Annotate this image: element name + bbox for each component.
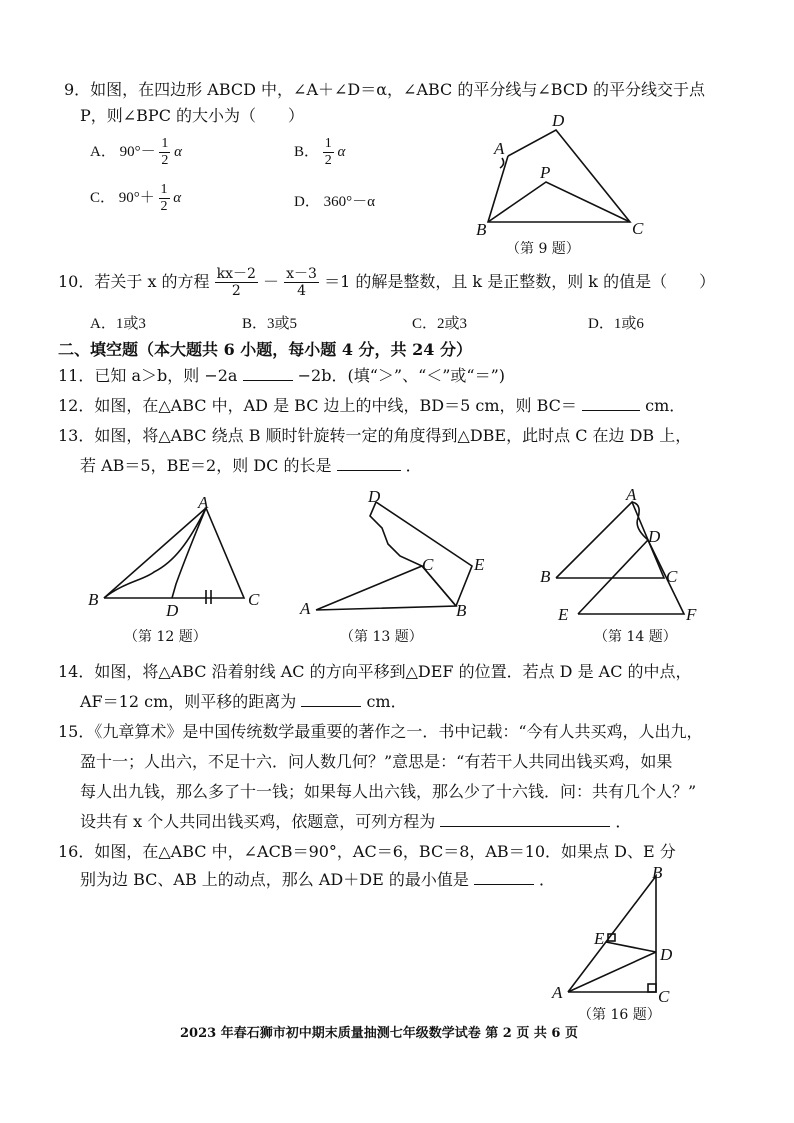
q9-label-c: C (632, 219, 644, 238)
fig12 (84, 492, 274, 622)
q15-blank (440, 812, 610, 827)
q16-line1: 16．如图，在△ABC 中，∠ACB＝90°，AC＝6，BC＝8，AB＝10．如果点 D、E 分 (58, 842, 676, 861)
q15-line4: 设共有 x 个人共同出钱买鸡，依题意，可列方程为 ． (80, 812, 632, 831)
q9-option-b: B． $\frac{1}{2}$ α (294, 136, 346, 168)
q10-option-b: B．3或5 (242, 316, 298, 332)
q9-line1: 9．如图，在四边形 ABCD 中，∠A＋∠D＝α，∠ABC 的平分线与∠BCD 的平分线交于点 (64, 80, 705, 99)
q9-caption: （第 9 题） (506, 241, 580, 257)
fig16-label-e: E (594, 929, 605, 948)
q9-label-a: A (494, 139, 505, 158)
q14-line2: AF＝12 cm，则平移的距离为 cm． (80, 692, 407, 711)
q16-line2: 别为边 BC、AB 上的动点，那么 AD＋DE 的最小值是 ． (80, 870, 556, 889)
fig14-label-f: F (686, 605, 697, 624)
fig12-label-c: C (248, 590, 260, 609)
q9-bisectors (488, 182, 630, 222)
fig13-triangle-abc (316, 566, 456, 610)
q14-blank (301, 692, 361, 707)
fig16-label-b: B (652, 864, 663, 882)
fig12-label-a: A (198, 493, 209, 512)
fig13-label-b: B (456, 601, 467, 620)
q9-option-c: C． 90°＋ $\frac{1}{2}$ α (90, 182, 182, 214)
fig16-label-d: D (660, 945, 673, 964)
fig13-triangle-dbe (376, 502, 472, 606)
fig13-label-e: E (474, 555, 485, 574)
q15-line1: 15．《九章算术》是中国传统数学最重要的著作之一．书中记载：“今有人共买鸡，人出九， (58, 722, 703, 741)
q9-label-d: D (552, 111, 565, 130)
fig13-edge-db (370, 502, 456, 606)
fig16 (544, 864, 684, 1004)
fig14-label-a: A (626, 485, 637, 504)
q10-option-a: A．1或3 (90, 316, 146, 332)
page-footer: 2023 年春石狮市初中期末质量抽测七年级数学试卷 第 2 页 共 6 页 (180, 1026, 578, 1041)
fig14-label-e: E (558, 605, 569, 624)
q9-option-a: A． 90°－ $\frac{1}{2}$ α (90, 136, 182, 168)
fig16-right-angle-c (648, 984, 656, 992)
q9-label-b: B (476, 220, 487, 239)
fig16-label-c: C (658, 987, 670, 1004)
fig12-triangle (104, 508, 244, 598)
q12-blank (582, 396, 640, 411)
fig14 (534, 484, 714, 624)
fig13-label-d: D (368, 487, 381, 506)
q9-line2: P，则∠BPC 的大小为（ ） (80, 106, 305, 125)
fig16-segment-de (606, 942, 656, 952)
q13-blank (337, 456, 401, 471)
q12: 12．如图，在△ABC 中，AD 是 BC 边上的中线，BD＝5 cm，则 BC＝ cm． (58, 396, 686, 415)
fig12-label-d: D (166, 601, 179, 620)
fig12-caption: （第 12 题） (124, 629, 207, 645)
q14-line1: 14．如图，将△ABC 沿着射线 AC 的方向平移到△DEF 的位置．若点 D 是 AC 的中点， (58, 662, 692, 681)
fig16-segment-ad (568, 952, 656, 992)
q16-blank (474, 870, 534, 885)
fig12-label-b: B (88, 590, 99, 609)
fig14-label-c: C (666, 567, 678, 586)
fig13-caption: （第 13 题） (340, 629, 423, 645)
fig16-caption: （第 16 题） (578, 1007, 661, 1023)
q10-stem: 10．若关于 x 的方程 $\frac{kx-2}{2}$ － $\frac{x-3}{4}$ ＝1 的解是整数，且 k 是正整数，则 k 的值是（ ） (58, 266, 716, 299)
q15-line2: 盈十一；人出六，不足十六．问人数几何？”意思是：“有若干人共同出钱买鸡，如果 (80, 752, 673, 771)
fig14-label-d: D (648, 527, 661, 546)
q11: 11．已知 a＞b，则 −2a −2b．(填“＞”、“＜”或“＝”) (58, 366, 506, 385)
fig13-label-c: C (422, 555, 434, 574)
q9-label-p: P (540, 163, 551, 182)
fig14-caption: （第 14 题） (594, 629, 677, 645)
q13-line1: 13．如图，将△ABC 绕点 B 顺时针旋转一定的角度得到△DBE，此时点 C 在边 DB 上， (58, 426, 692, 445)
fig13-label-a: A (300, 599, 311, 618)
fig16-label-a: A (552, 983, 563, 1002)
fig14-label-b: B (540, 567, 551, 586)
fig13 (296, 484, 496, 624)
q13-line2: 若 AB＝5，BE＝2，则 DC 的长是 ． (80, 456, 422, 475)
q10-option-d: D．1或6 (588, 316, 644, 332)
q9-option-d: D． 360°－α (294, 194, 375, 210)
q11-blank (243, 366, 293, 381)
q10-option-c: C．2或3 (412, 316, 468, 332)
q9-angle-mark (500, 158, 504, 168)
section-2-title: 二、填空题（本大题共 6 小题，每小题 4 分，共 24 分） (58, 340, 472, 359)
q15-line3: 每人出九钱，那么多了十一钱；如果每人出六钱，那么少了十六钱．问：共有几个人？” (80, 782, 697, 801)
